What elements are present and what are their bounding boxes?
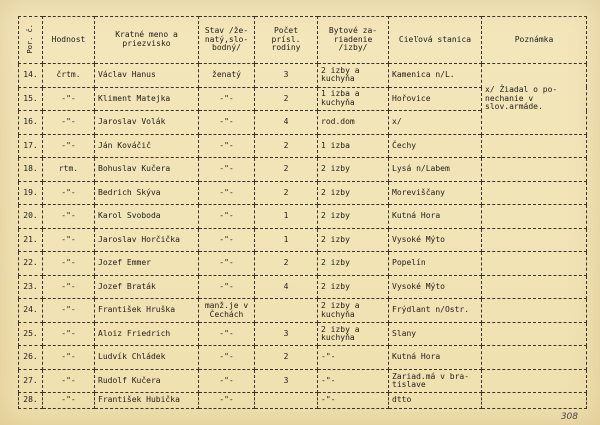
status-cell: -"- bbox=[199, 228, 255, 252]
rank-cell: -"- bbox=[43, 111, 95, 135]
housing-cell: -"- bbox=[318, 346, 389, 370]
row-number: 19. bbox=[19, 181, 43, 205]
row-number: 15. bbox=[19, 87, 43, 111]
rank-cell: -"- bbox=[43, 228, 95, 252]
destination-cell: Kutná Hora bbox=[389, 346, 482, 370]
rank-cell: -"- bbox=[43, 393, 95, 409]
status-cell: ženatý bbox=[199, 64, 255, 88]
family-count-cell: 1 bbox=[255, 205, 318, 229]
register-table bbox=[18, 16, 587, 409]
destination-cell: Slany bbox=[389, 322, 482, 346]
rank-cell: -"- bbox=[43, 369, 95, 393]
row-number: 17. bbox=[19, 134, 43, 158]
note-cell bbox=[482, 158, 587, 182]
header-name: Kratné meno a priezvisko bbox=[95, 17, 199, 64]
page-number: 308 bbox=[560, 412, 578, 422]
rank-cell: rtm. bbox=[43, 158, 95, 182]
table-row bbox=[19, 181, 587, 205]
header-note: Poznámka bbox=[482, 17, 587, 64]
row-number: 20. bbox=[19, 205, 43, 229]
header-rank: Hodnost bbox=[43, 17, 95, 64]
housing-cell: 2 izby bbox=[318, 158, 389, 182]
rank-cell: -"- bbox=[43, 299, 95, 323]
table-row bbox=[19, 134, 587, 158]
name-cell: František Hubička bbox=[95, 393, 199, 409]
status-cell: manž.je v Čechách bbox=[199, 299, 255, 323]
destination-cell: Vysoké Mýto bbox=[389, 275, 482, 299]
destination-cell: Frýdlant n/Ostr. bbox=[389, 299, 482, 323]
name-cell: Ján Kováčič bbox=[95, 134, 199, 158]
table-row bbox=[19, 369, 587, 393]
name-cell: Václav Hanus bbox=[95, 64, 199, 88]
family-count-cell: 4 bbox=[255, 275, 318, 299]
destination-cell: dtto bbox=[389, 393, 482, 409]
rank-cell: -"- bbox=[43, 181, 95, 205]
name-cell: Jozef Braták bbox=[95, 275, 199, 299]
header-family: Počet prísl. rodiny bbox=[255, 17, 318, 64]
housing-cell: rod.dom bbox=[318, 111, 389, 135]
name-cell: Kliment Matejka bbox=[95, 87, 199, 111]
note-cell: x/ Žiadal o po-nechanie v slov.armáde. bbox=[482, 64, 587, 135]
rank-cell: -"- bbox=[43, 275, 95, 299]
note-cell bbox=[482, 205, 587, 229]
note-cell bbox=[482, 299, 587, 323]
housing-cell: 2 izby bbox=[318, 181, 389, 205]
status-cell: -"- bbox=[199, 393, 255, 409]
header-row bbox=[19, 17, 587, 64]
table-row bbox=[19, 299, 587, 323]
status-cell: -"- bbox=[199, 369, 255, 393]
header-status: Stav /že-natý,slo-bodný/ bbox=[199, 17, 255, 64]
status-cell: -"- bbox=[199, 87, 255, 111]
housing-cell: 1 izba a kuchyňa bbox=[318, 87, 389, 111]
family-count-cell: 2 bbox=[255, 346, 318, 370]
housing-cell: 2 izby bbox=[318, 275, 389, 299]
table-row bbox=[19, 346, 587, 370]
row-number: 28. bbox=[19, 393, 43, 409]
destination-cell: x/ bbox=[389, 111, 482, 135]
destination-cell: Moreviščany bbox=[389, 181, 482, 205]
housing-cell: 2 izby bbox=[318, 252, 389, 276]
rank-cell: -"- bbox=[43, 87, 95, 111]
family-count-cell: 3 bbox=[255, 369, 318, 393]
status-cell: -"- bbox=[199, 181, 255, 205]
table-row bbox=[19, 393, 587, 409]
housing-cell: 2 izby a kuchyňa bbox=[318, 299, 389, 323]
note-cell bbox=[482, 275, 587, 299]
status-cell: -"- bbox=[199, 322, 255, 346]
table-row bbox=[19, 252, 587, 276]
destination-cell: Vysoké Mýto bbox=[389, 228, 482, 252]
header-destination: Cieľová stanica bbox=[389, 17, 482, 64]
housing-cell: 2 izby bbox=[318, 228, 389, 252]
rank-cell: -"- bbox=[43, 322, 95, 346]
note-cell bbox=[482, 393, 587, 409]
table-body bbox=[19, 64, 587, 409]
note-cell bbox=[482, 252, 587, 276]
name-cell: Jaroslav Horčička bbox=[95, 228, 199, 252]
family-count-cell bbox=[255, 393, 318, 409]
name-cell: Ludvík Chládek bbox=[95, 346, 199, 370]
name-cell: Karol Svoboda bbox=[95, 205, 199, 229]
table-row bbox=[19, 205, 587, 229]
row-number: 16. bbox=[19, 111, 43, 135]
status-cell: -"- bbox=[199, 252, 255, 276]
name-cell: Bedrich Skýva bbox=[95, 181, 199, 205]
row-number: 24. bbox=[19, 299, 43, 323]
header-number: Por. č. bbox=[19, 17, 43, 64]
row-number: 14. bbox=[19, 64, 43, 88]
status-cell: -"- bbox=[199, 205, 255, 229]
row-number: 27. bbox=[19, 369, 43, 393]
destination-cell: Kamenica n/L. bbox=[389, 64, 482, 88]
table-row bbox=[19, 275, 587, 299]
header-housing: Bytové za-riadenie /izby/ bbox=[318, 17, 389, 64]
family-count-cell: 3 bbox=[255, 322, 318, 346]
family-count-cell: 2 bbox=[255, 87, 318, 111]
status-cell: -"- bbox=[199, 134, 255, 158]
row-number: 18. bbox=[19, 158, 43, 182]
row-number: 23. bbox=[19, 275, 43, 299]
status-cell: -"- bbox=[199, 346, 255, 370]
family-count-cell: 2 bbox=[255, 134, 318, 158]
row-number: 21. bbox=[19, 228, 43, 252]
row-number: 26. bbox=[19, 346, 43, 370]
housing-cell: 2 izby a kuchyňa bbox=[318, 64, 389, 88]
rank-cell: -"- bbox=[43, 252, 95, 276]
note-cell bbox=[482, 322, 587, 346]
housing-cell: -"- bbox=[318, 369, 389, 393]
row-number: 22. bbox=[19, 252, 43, 276]
name-cell: František Hruška bbox=[95, 299, 199, 323]
name-cell: Jaroslav Volák bbox=[95, 111, 199, 135]
note-cell bbox=[482, 134, 587, 158]
table-row bbox=[19, 322, 587, 346]
destination-cell: Zariad.má v bra-tislave bbox=[389, 369, 482, 393]
housing-cell: 1 izba bbox=[318, 134, 389, 158]
name-cell: Bohuslav Kučera bbox=[95, 158, 199, 182]
name-cell: Rudolf Kučera bbox=[95, 369, 199, 393]
housing-cell: 2 izby bbox=[318, 205, 389, 229]
family-count-cell: 2 bbox=[255, 181, 318, 205]
name-cell: Jozef Emmer bbox=[95, 252, 199, 276]
destination-cell: Čechy bbox=[389, 134, 482, 158]
rank-cell: -"- bbox=[43, 346, 95, 370]
destination-cell: Lysá n/Labem bbox=[389, 158, 482, 182]
family-count-cell: 1 bbox=[255, 228, 318, 252]
note-cell bbox=[482, 228, 587, 252]
family-count-cell bbox=[255, 299, 318, 323]
destination-cell: Kutná Hora bbox=[389, 205, 482, 229]
note-cell bbox=[482, 181, 587, 205]
housing-cell: 2 izby a kuchyňa bbox=[318, 322, 389, 346]
destination-cell: Popelín bbox=[389, 252, 482, 276]
table-row bbox=[19, 64, 587, 88]
family-count-cell: 2 bbox=[255, 252, 318, 276]
housing-cell: -"- bbox=[318, 393, 389, 409]
rank-cell: črtm. bbox=[43, 64, 95, 88]
rank-cell: -"- bbox=[43, 134, 95, 158]
note-cell bbox=[482, 346, 587, 370]
name-cell: Aloiz Friedrich bbox=[95, 322, 199, 346]
destination-cell: Hořovice bbox=[389, 87, 482, 111]
rank-cell: -"- bbox=[43, 205, 95, 229]
family-count-cell: 4 bbox=[255, 111, 318, 135]
family-count-cell: 3 bbox=[255, 64, 318, 88]
status-cell: -"- bbox=[199, 275, 255, 299]
row-number: 25. bbox=[19, 322, 43, 346]
table-row bbox=[19, 228, 587, 252]
status-cell: -"- bbox=[199, 111, 255, 135]
family-count-cell: 2 bbox=[255, 158, 318, 182]
status-cell: -"- bbox=[199, 158, 255, 182]
note-cell bbox=[482, 369, 587, 393]
table-row bbox=[19, 158, 587, 182]
